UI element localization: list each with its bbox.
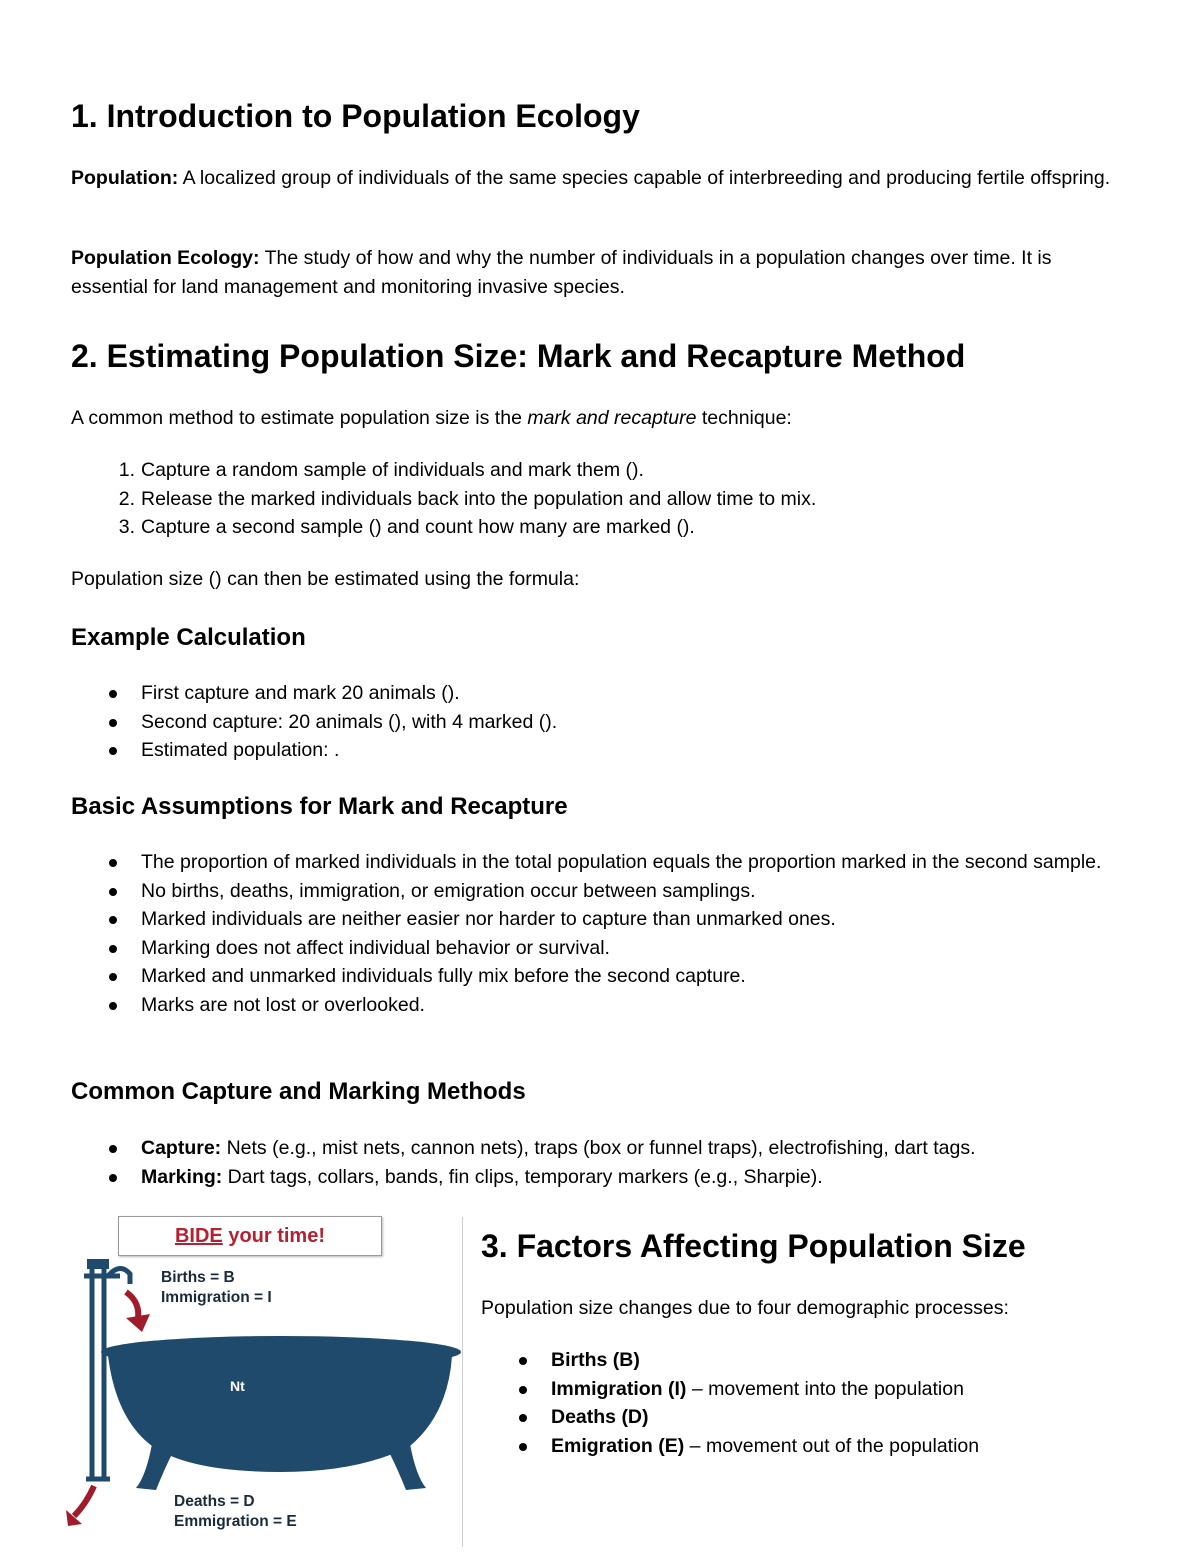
section3-intro: Population size changes due to four demographic processes: [481,1297,1009,1319]
bullet-icon [109,747,117,755]
population-ecology-definition [71,244,1131,302]
assumption-text: Marking does not affect individual behavior or survival. [141,936,610,959]
example-heading: Example Calculation [71,624,306,651]
list-item [71,485,1131,514]
bullet-icon [109,1145,117,1153]
list-item [481,1375,1171,1404]
assumption-text: No births, deaths, immigration, or emigration occur between samplings. [141,879,756,902]
example-text: First capture and mark 20 animals (). [141,682,460,704]
intro-before: A common method to estimate population size is the [71,407,528,429]
factor-term: Births (B) [551,1349,640,1371]
list-item [71,1163,1131,1192]
methods-list [71,1134,1131,1191]
step-number: 2. [118,487,135,510]
faucet-handle [87,1259,109,1269]
section2-heading: 2. Estimating Population Size: Mark and Recapture Method [71,338,966,374]
factor-desc: – movement into the population [686,1377,964,1400]
list-item [71,962,1131,991]
inflow-arrowhead [126,1314,150,1332]
step-text: Capture a random sample of individuals and mark them (). [141,459,644,481]
capture-text: Nets (e.g., mist nets, cannon nets), traps (box or funnel traps), electrofishing, dart tags. [221,1137,976,1159]
bide-title-rest: your time! [222,1225,326,1247]
list-item [481,1432,1171,1461]
factor-desc: – movement out of the population [684,1434,980,1457]
step-number: 1. [118,459,135,481]
capture-term: Capture: [141,1137,222,1159]
marking-text: Dart tags, collars, bands, fin clips, temporary markers (e.g., Sharpie). [222,1165,823,1188]
bullet-icon [519,1414,527,1422]
list-item [71,456,1131,485]
list-item [481,1403,1171,1432]
nt-label: Nt [230,1378,245,1394]
population-definition [71,164,1131,193]
section3-heading: 3. Factors Affecting Population Size [481,1228,1026,1264]
bullet-icon [519,1443,527,1451]
list-item [71,708,1131,737]
list-item [71,513,1131,542]
emigration-label: Emmigration = E [174,1513,297,1530]
outflow-arrow [74,1486,94,1516]
example-list [71,679,1131,765]
deaths-label: Deaths = D [174,1493,255,1510]
bullet-icon [109,1002,117,1010]
assumption-text: Marked individuals are neither easier nor harder to capture than unmarked ones. [141,908,836,930]
list-item [481,1346,1171,1375]
bullet-icon [109,1174,117,1182]
bullet-icon [109,888,117,896]
bullet-icon [519,1357,527,1365]
assumption-text: The proportion of marked individuals in the total population equals the proportion marked in the second sample. [141,851,1102,873]
assumption-text: Marked and unmarked individuals fully mix before the second capture. [141,965,746,987]
bullet-icon [109,859,117,867]
population-ecology-term: Population Ecology: [71,247,260,269]
bide-bathtub-diagram [60,1214,462,1534]
bide-title-underlined: BIDE [174,1225,223,1247]
bide-title-box [118,1216,382,1256]
steps-list [71,456,1131,542]
step-text: Capture a second sample () and count how many are marked (). [141,516,695,538]
section1-heading: 1. Introduction to Population Ecology [71,98,640,134]
bullet-icon [109,973,117,981]
example-text: Estimated population: . [141,739,340,761]
factors-list [481,1346,1171,1460]
formula-text: Population size () can then be estimated using the formula: [71,568,580,590]
inflow-arrow [126,1292,138,1318]
list-item [71,848,1131,877]
list-item [71,1134,1131,1163]
mark-recapture-intro [71,404,1131,433]
assumption-text: Marks are not lost or overlooked. [141,993,425,1016]
population-text: A localized group of individuals of the same species capable of interbreeding and producing fertile offspring. [178,167,1111,189]
bathtub-illustration [60,1214,462,1534]
factor-term: Emigration (E) [551,1434,685,1457]
list-item [71,877,1131,906]
factor-term: Immigration (I) [551,1377,687,1400]
bullet-icon [109,945,117,953]
intro-after: technique: [696,407,792,429]
step-text: Release the marked individuals back into the population and allow time to mix. [141,487,817,510]
population-term: Population: [71,167,179,189]
bullet-icon [109,916,117,924]
marking-term: Marking: [141,1165,223,1188]
methods-heading: Common Capture and Marking Methods [71,1078,526,1105]
list-item [71,934,1131,963]
births-label: Births = B [161,1269,235,1286]
example-text: Second capture: 20 animals (), with 4 marked (). [141,710,558,733]
intro-italic: mark and recapture [527,407,697,429]
bullet-icon [109,690,117,698]
assumptions-heading: Basic Assumptions for Mark and Recapture [71,793,568,820]
assumptions-list [71,848,1131,1019]
list-item [71,736,1131,765]
factor-term: Deaths (D) [551,1406,649,1428]
step-number: 3. [118,516,135,538]
bullet-icon [109,719,117,727]
population-ecology-text: The study of how and why the number of individuals in a population changes over time. It is essential for land management and monitoring invasive species. [71,247,1052,298]
list-item [71,991,1131,1020]
bullet-icon [519,1386,527,1394]
column-divider [462,1217,463,1547]
list-item [71,679,1131,708]
immigration-label: Immigration = I [161,1289,272,1306]
list-item [71,905,1131,934]
